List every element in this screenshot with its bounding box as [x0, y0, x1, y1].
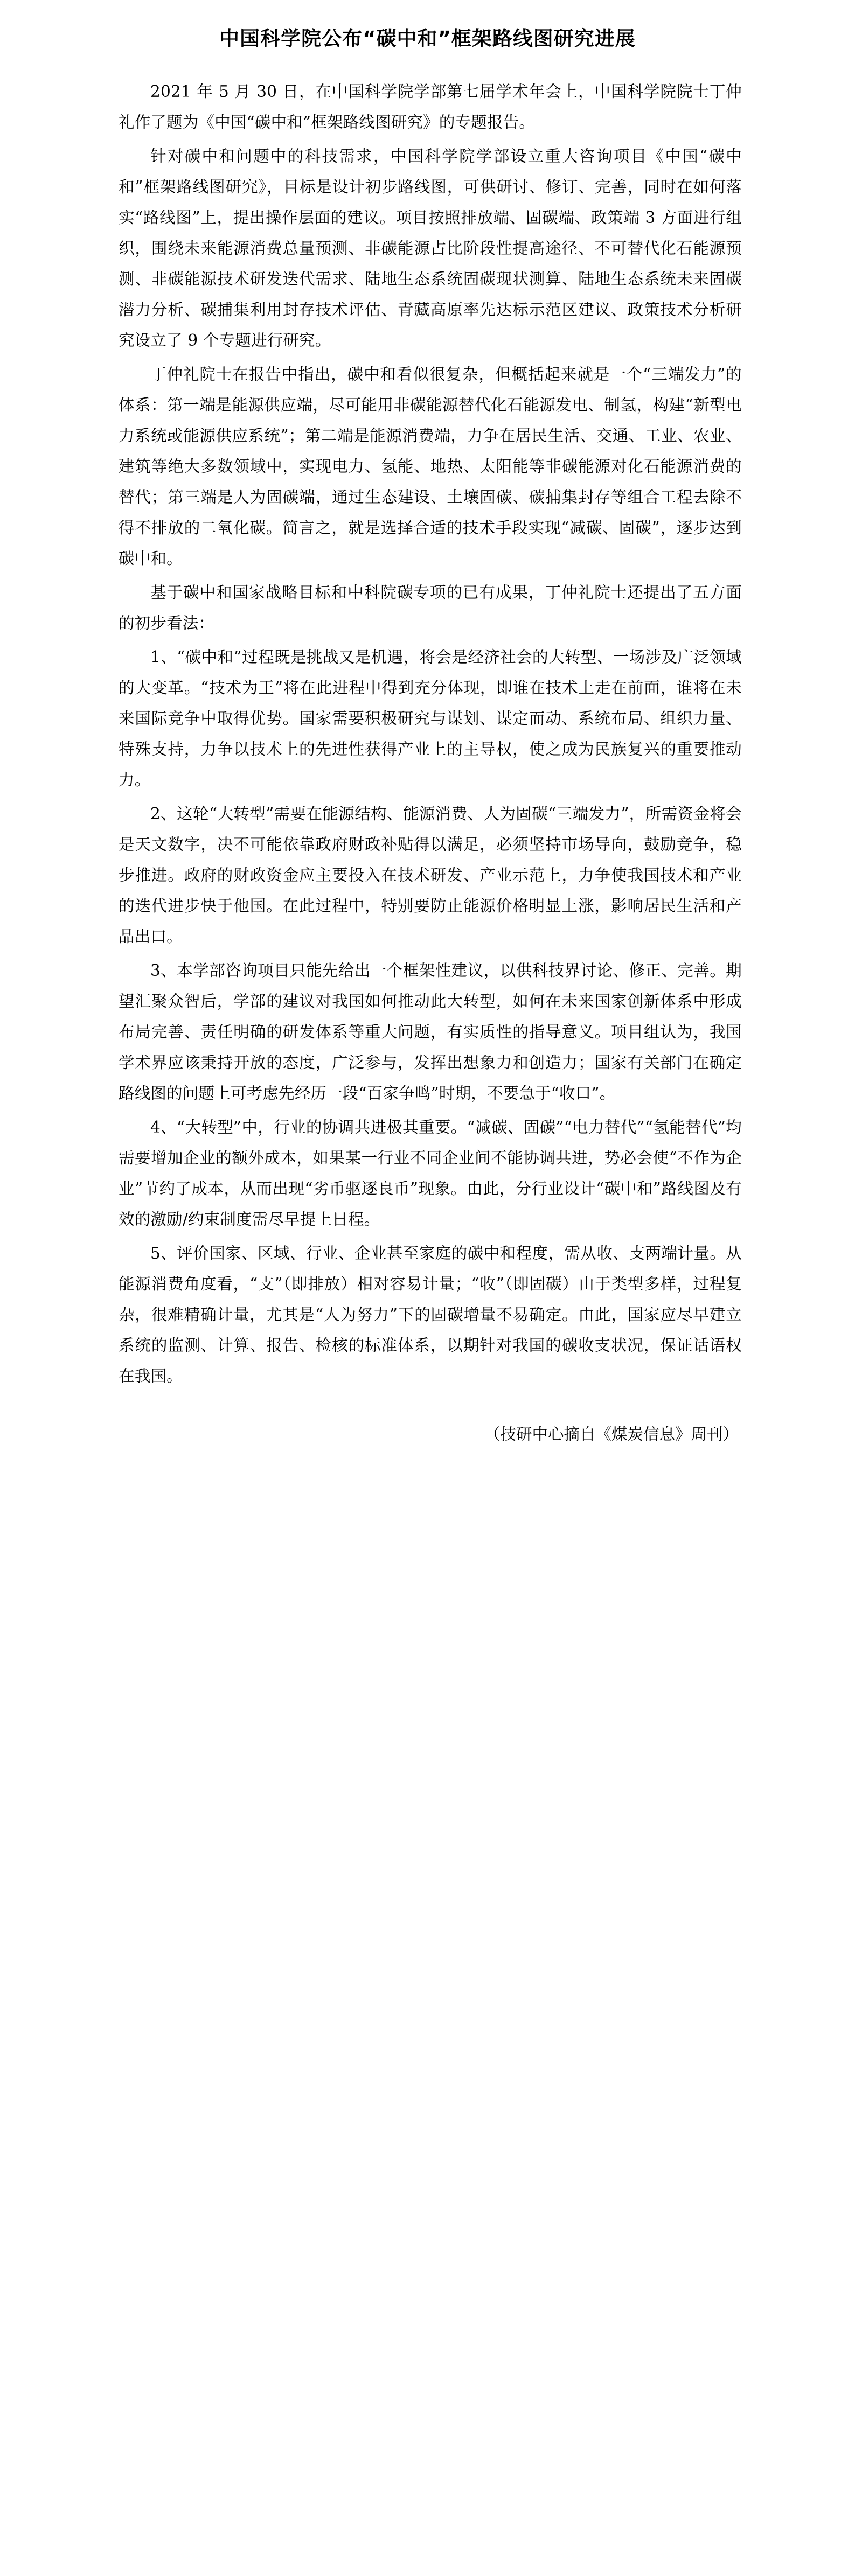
paragraph-8: 4、“大转型”中，行业的协调共进极其重要。“减碳、固碳”“电力替代”“氢能替代”均需要增加企业的额外成本，如果某一行业不同企业间不能协调共进，势必会使“不作为企业”节约了成本，从而出现“劣币驱逐良币”现象。由此，分行业设计“碳中和”路线图及有效的激励/约束制度需尽早提上日程。 [119, 1118, 742, 1228]
page-title: 中国科学院公布“碳中和”框架路线图研究进展 [219, 27, 636, 50]
paragraph-5: 1、“碳中和”过程既是挑战又是机遇，将会是经济社会的大转型、一场涉及广泛领域的大变革。“技术为王”将在此进程中得到充分体现，即谁在技术上走在前面，谁将在未来国际竞争中取得优势。国家需要积极研究与谋划、谋定而动、系统布局、组织力量、特殊支持，力争以技术上的先进性获得产业上的主导权，使之成为民族复兴的重要推动力。 [119, 647, 742, 789]
paragraph-2: 针对碳中和问题中的科技需求，中国科学院学部设立重大咨询项目《中国“碳中和”框架路线图研究》，目标是设计初步路线图，可供研讨、修订、完善，同时在如何落实“路线图”上，提出操作层面的建议。项目按照排放端、固碳端、政策端 3 方面进行组织，围绕未来能源消费总量预测、非碳能源占比阶段性提高途径、不可替代化石能源预测、非碳能源技术研发迭代需求、陆地生态系统固碳现状测算、陆地生态系统未来固碳潜力分析、碳捕集利用封存技术评估、青藏高原率先达标示范区建议、政策技术分析研究设立了 9 个专题进行研究。 [119, 146, 742, 350]
paragraph-7: 3、本学部咨询项目只能先给出一个框架性建议，以供科技界讨论、修正、完善。期望汇聚众智后，学部的建议对我国如何推动此大转型，如何在未来国家创新体系中形成布局完善、责任明确的研发体系等重大问题，有实质性的指导意义。项目组认为，我国学术界应该秉持开放的态度，广泛参与，发挥出想象力和创造力；国家有关部门在确定路线图的问题上可考虑先经历一段“百家争鸣”时期，不要急于“收口”。 [119, 961, 742, 1102]
paragraph-3: 丁仲礼院士在报告中指出，碳中和看似很复杂，但概括起来就是一个“三端发力”的体系：第一端是能源供应端，尽可能用非碳能源替代化石能源发电、制氢，构建“新型电力系统或能源供应系统”；第二端是能源消费端，力争在居民生活、交通、工业、农业、建筑等绝大多数领域中，实现电力、氢能、地热、太阳能等非碳能源对化石能源消费的替代；第三端是人为固碳端，通过生态建设、土壤固碳、碳捕集封存等组合工程去除不得不排放的二氧化碳。简言之，就是选择合适的技术手段实现“减碳、固碳”，逐步达到碳中和。 [119, 365, 742, 568]
paragraph-1: 2021 年 5 月 30 日，在中国科学院学部第七届学术年会上，中国科学院院士丁仲礼作了题为《中国“碳中和”框架路线图研究》的专题报告。 [119, 82, 742, 131]
paragraph-4: 基于碳中和国家战略目标和中科院碳专项的已有成果，丁仲礼院士还提出了五方面的初步看法： [119, 583, 742, 632]
document-body [81, 76, 774, 1448]
paragraph-9: 5、评价国家、区域、行业、企业甚至家庭的碳中和程度，需从收、支两端计量。从能源消费角度看，“支”（即排放）相对容易计量；“收”（即固碳）由于类型多样，过程复杂，很难精确计量，尤其是“人为努力”下的固碳增量不易确定。由此，国家应尽早建立系统的监测、计算、报告、检核的标准体系，以期针对我国的碳收支状况，保证话语权在我国。 [119, 1244, 742, 1385]
source-attribution: （技研中心摘自《煤炭信息》周刊） [484, 1425, 739, 1443]
paragraph-6: 2、这轮“大转型”需要在能源结构、能源消费、人为固碳“三端发力”，所需资金将会是天文数字，决不可能依靠政府财政补贴得以满足，必须坚持市场导向，鼓励竞争，稳步推进。政府的财政资金应主要投入在技术研发、产业示范上，力争使我国技术和产业的迭代进步快于他国。在此过程中，特别要防止能源价格明显上涨，影响居民生活和产品出口。 [119, 804, 742, 946]
